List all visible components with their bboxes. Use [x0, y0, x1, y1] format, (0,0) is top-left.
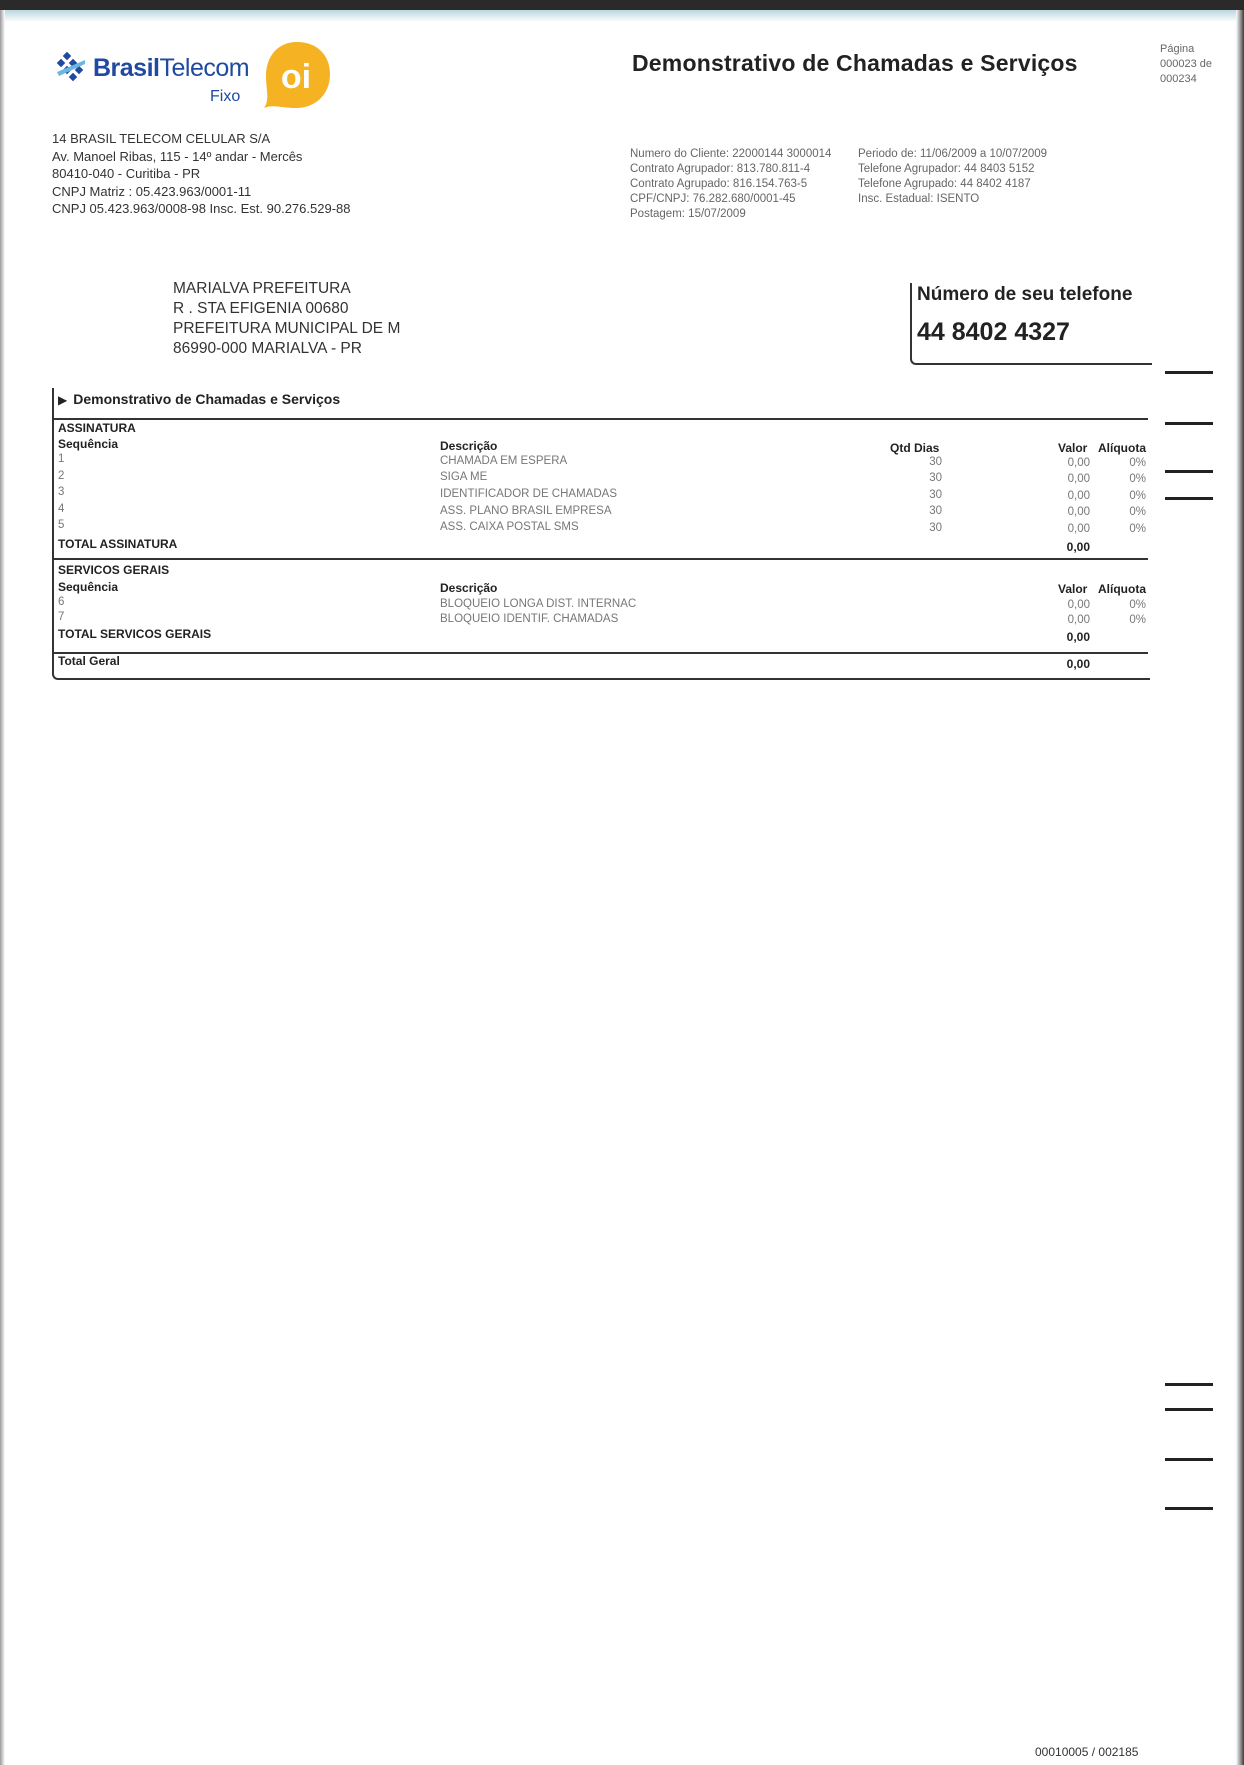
row-valor: 0,00 [1067, 473, 1090, 485]
grand-total-label: Total Geral [58, 654, 120, 668]
recipient-line: PREFEITURA MUNICIPAL DE M [173, 320, 401, 337]
col-sequencia: Sequência [58, 580, 119, 594]
col-sequencia: Sequência [58, 437, 119, 451]
row-valor: 0,00 [1067, 599, 1090, 611]
oi-logo [262, 38, 332, 112]
assinatura-rule [54, 558, 1148, 560]
row-aliquota: 0% [1129, 490, 1146, 502]
margin-mark [1165, 1383, 1213, 1386]
brand-subtitle: Fixo [210, 88, 241, 105]
row-valor: 0,00 [1067, 523, 1090, 535]
page-total: 000234 [1160, 73, 1197, 85]
company-line: 14 BRASIL TELECOM CELULAR S/A [52, 131, 271, 146]
row-aliquota: 0% [1129, 599, 1146, 611]
row-aliquota: 0% [1129, 523, 1146, 535]
row-valor: 0,00 [1067, 457, 1090, 469]
recipient-line: 86990-000 MARIALVA - PR [173, 340, 362, 357]
triangle-right-icon: ▶ [58, 393, 68, 407]
row-desc: BLOQUEIO IDENTIF. CHAMADAS [440, 613, 619, 625]
servicos-rule [54, 652, 1148, 654]
margin-mark [1165, 1408, 1213, 1411]
meta-line: Postagem: 15/07/2009 [630, 208, 746, 220]
scan-left-edge [0, 10, 5, 1765]
row-desc: IDENTIFICADOR DE CHAMADAS [440, 488, 617, 500]
phone-label: Número de seu telefone [917, 284, 1133, 305]
brasil-telecom-logo [55, 48, 255, 108]
assinatura-heading: ASSINATURA [58, 421, 136, 435]
phone-number: 44 8402 4327 [917, 318, 1070, 346]
oi-bubble-icon [262, 38, 332, 112]
row-seq: 1 [58, 453, 65, 465]
row-aliquota: 0% [1129, 614, 1146, 626]
margin-mark [1165, 1507, 1213, 1510]
meta-line: Insc. Estadual: ISENTO [858, 193, 980, 205]
col-descricao: Descrição [440, 581, 498, 595]
row-seq: 6 [58, 596, 65, 608]
col-valor: Valor [1058, 582, 1088, 596]
margin-mark [1165, 422, 1213, 425]
oi-logo-text: oi [280, 58, 312, 96]
row-valor: 0,00 [1067, 490, 1090, 502]
col-aliquota: Alíquota [1098, 582, 1146, 596]
recipient-line: MARIALVA PREFEITURA [173, 280, 351, 297]
statement-title: ▶ Demonstrativo de Chamadas e Serviços [58, 391, 341, 407]
total-servicos-label: TOTAL SERVICOS GERAIS [58, 627, 212, 641]
col-qtd-dias: Qtd Dias [890, 441, 940, 455]
margin-mark [1165, 470, 1213, 473]
row-valor: 0,00 [1067, 614, 1090, 626]
total-assinatura-label: TOTAL ASSINATURA [58, 537, 178, 551]
row-seq: 5 [58, 519, 65, 531]
scan-right-edge [1236, 10, 1244, 1765]
total-assinatura-value: 0,00 [1066, 540, 1090, 554]
row-aliquota: 0% [1129, 457, 1146, 469]
row-qtd: 30 [929, 505, 942, 517]
row-valor: 0,00 [1067, 506, 1090, 518]
company-line: 80410-040 - Curitiba - PR [52, 166, 201, 181]
margin-mark [1165, 1458, 1213, 1461]
company-line: Av. Manoel Ribas, 115 - 14º andar - Mercês [52, 148, 303, 164]
meta-line: Telefone Agrupador: 44 8403 5152 [858, 163, 1035, 175]
row-desc: CHAMADA EM ESPERA [440, 455, 568, 467]
client-meta-left [630, 147, 831, 222]
meta-line: Periodo de: 11/06/2009 a 10/07/2009 [858, 148, 1048, 160]
meta-line: Numero do Cliente: 22000144 3000014 [630, 148, 832, 160]
row-desc: BLOQUEIO LONGA DIST. INTERNAC [440, 598, 637, 610]
meta-line: Contrato Agrupador: 813.780.811-4 [630, 163, 811, 175]
total-servicos-value: 0,00 [1066, 630, 1090, 644]
row-seq: 3 [58, 486, 65, 498]
scan-top-edge [0, 10, 1244, 22]
page-current: 000023 de [1160, 58, 1212, 70]
row-seq: 2 [58, 470, 65, 482]
meta-line: Contrato Agrupado: 816.154.763-5 [630, 178, 808, 190]
page-number [1160, 42, 1232, 87]
statement-section [52, 388, 1150, 680]
row-seq: 7 [58, 611, 65, 623]
row-seq: 4 [58, 503, 65, 515]
row-qtd: 30 [929, 522, 942, 534]
row-qtd: 30 [929, 489, 942, 501]
page-label: Página [1160, 43, 1195, 55]
col-valor: Valor [1058, 441, 1088, 455]
row-aliquota: 0% [1129, 506, 1146, 518]
row-desc: ASS. CAIXA POSTAL SMS [440, 521, 579, 533]
client-meta-right [858, 147, 1047, 207]
company-info [52, 130, 350, 218]
col-descricao: Descrição [440, 439, 498, 453]
meta-line: Telefone Agrupado: 44 8402 4187 [858, 178, 1031, 190]
recipient-address [173, 279, 400, 359]
document-title: Demonstrativo de Chamadas e Serviços [632, 50, 1078, 76]
brand-name: BrasilTelecom [93, 54, 250, 82]
company-line: CNPJ Matriz : 05.423.963/0001-11 [52, 183, 252, 199]
row-desc: SIGA ME [440, 471, 488, 483]
brasil-telecom-mark-icon [55, 52, 89, 82]
col-aliquota: Alíquota [1098, 441, 1146, 455]
row-desc: ASS. PLANO BRASIL EMPRESA [440, 505, 612, 517]
meta-line: CPF/CNPJ: 76.282.680/0001-45 [630, 193, 796, 205]
section-top-rule [54, 418, 1148, 420]
row-qtd: 30 [929, 472, 942, 484]
recipient-line: R . STA EFIGENIA 00680 [173, 300, 349, 317]
scan-top-border [0, 0, 1244, 10]
row-qtd: 30 [929, 456, 942, 468]
margin-mark [1165, 371, 1213, 374]
row-aliquota: 0% [1129, 473, 1146, 485]
grand-total-value: 0,00 [1066, 657, 1090, 671]
footer-code: 00010005 / 002185 [1035, 1745, 1139, 1759]
servicos-heading: SERVICOS GERAIS [58, 563, 170, 577]
company-line: CNPJ 05.423.963/0008-98 Insc. Est. 90.276.529-88 [52, 201, 351, 216]
margin-mark [1165, 497, 1213, 500]
